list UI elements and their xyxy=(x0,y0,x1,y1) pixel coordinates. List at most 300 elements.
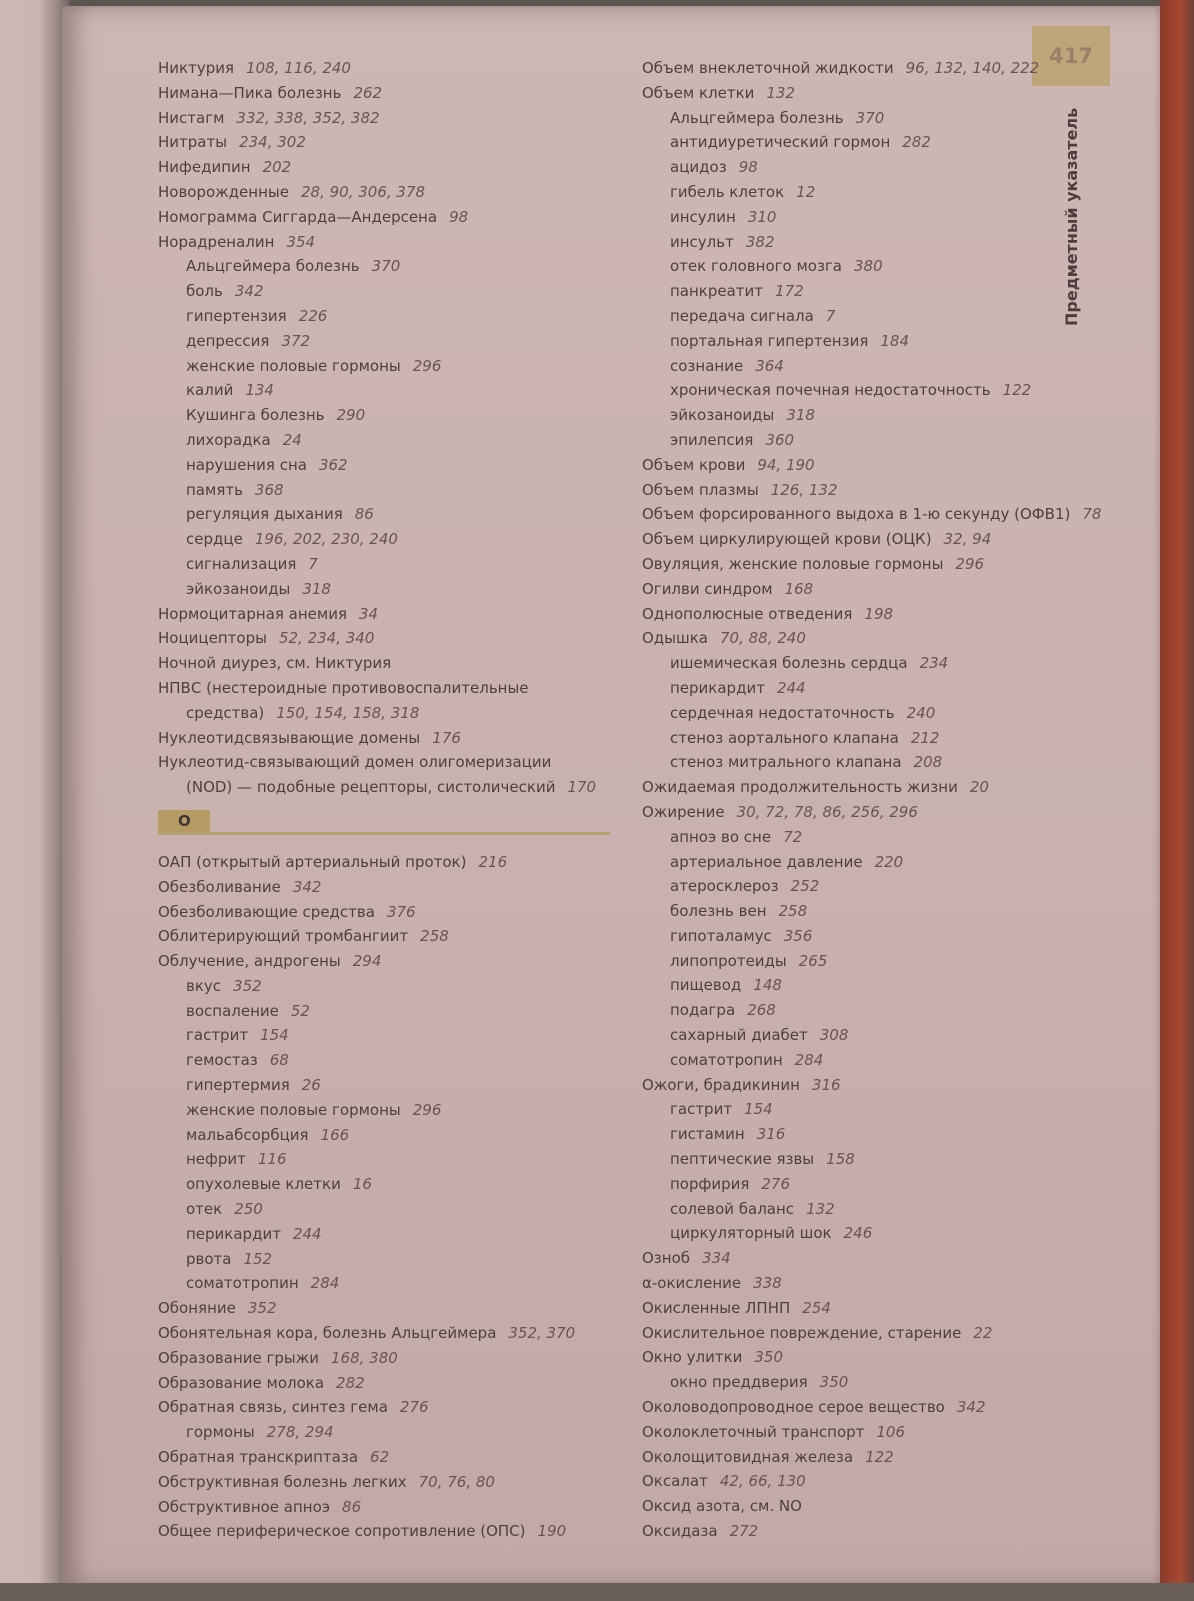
index-page-refs: 106 xyxy=(876,1422,906,1441)
index-entry xyxy=(158,106,618,131)
index-page-refs: 132 xyxy=(806,1199,835,1218)
index-entry xyxy=(158,1098,618,1123)
index-entry xyxy=(642,81,1102,106)
index-entry xyxy=(642,254,1102,279)
index-term: воспаление xyxy=(186,1001,279,1020)
index-term: Никтурия xyxy=(158,59,234,77)
index-term: передача сигнала xyxy=(670,306,814,325)
index-entry xyxy=(642,726,1102,751)
index-entry xyxy=(642,1197,1102,1222)
index-entry xyxy=(642,527,1102,552)
index-entry xyxy=(158,651,618,676)
index-entry xyxy=(642,998,1102,1023)
index-term: Объем форсированного выдоха в 1-ю секунду (ОФВ1) xyxy=(642,505,1071,524)
index-page-refs: 70, 76, 80 xyxy=(418,1472,495,1491)
index-page-refs: 265 xyxy=(798,951,828,970)
index-term: перикардит xyxy=(670,678,765,697)
index-entry xyxy=(158,1172,618,1197)
index-page-refs: 342 xyxy=(234,282,264,301)
index-page-refs: 234, 302 xyxy=(239,133,306,152)
index-page-refs: 262 xyxy=(353,83,383,102)
index-page-refs: 26 xyxy=(301,1076,321,1095)
index-entry xyxy=(642,874,1102,899)
index-term: соматотропин xyxy=(670,1050,783,1069)
index-page-refs: 150, 154, 158, 318 xyxy=(276,703,420,722)
index-term: Нормоцитарная анемия xyxy=(158,604,347,623)
index-page-refs: 252 xyxy=(790,877,820,896)
index-page-refs: 16 xyxy=(352,1175,372,1194)
index-term: Ожоги, брадикинин xyxy=(642,1075,800,1094)
index-page-refs: 152 xyxy=(243,1249,273,1268)
index-page-refs: 352, 370 xyxy=(508,1324,576,1343)
index-page-refs: 244 xyxy=(292,1224,322,1243)
index-entry xyxy=(158,949,618,974)
index-entry xyxy=(642,1494,1102,1519)
book-cover-edge xyxy=(1160,0,1194,1601)
index-page-refs: 62 xyxy=(370,1448,390,1467)
index-term: стеноз митрального клапана xyxy=(670,753,902,772)
index-entry xyxy=(642,1271,1102,1296)
index-page-refs: 98 xyxy=(738,158,758,177)
index-term: окно преддверия xyxy=(670,1373,808,1392)
index-entry xyxy=(642,1147,1102,1172)
index-page-refs: 166 xyxy=(320,1125,350,1144)
index-term: Нистагм xyxy=(158,108,225,127)
index-entry xyxy=(158,502,618,527)
index-term: Норадреналин xyxy=(158,232,275,251)
index-term: гастрит xyxy=(186,1026,249,1045)
index-entry xyxy=(158,900,618,925)
index-entry xyxy=(158,775,618,800)
index-entry xyxy=(642,973,1102,998)
index-entry xyxy=(642,1023,1102,1048)
index-term: гипертензия xyxy=(186,306,287,325)
index-page-refs: 148 xyxy=(753,976,782,995)
index-page-refs: 332, 338, 352, 382 xyxy=(236,108,380,127)
index-term: Нитраты xyxy=(158,133,228,152)
index-term: портальная гипертензия xyxy=(670,331,869,350)
index-term: Овуляция, женские половые гормоны xyxy=(642,554,944,573)
index-page-refs: 246 xyxy=(843,1224,873,1243)
index-page-refs: 296 xyxy=(955,554,985,573)
index-page-refs: 318 xyxy=(302,579,331,598)
index-page-refs: 116 xyxy=(257,1150,287,1169)
index-term: женские половые гормоны xyxy=(186,356,401,375)
index-entry xyxy=(158,602,618,627)
index-term: (NOD) — подобные рецепторы, систолический xyxy=(186,778,556,797)
index-term: Номограмма Сиггарда—Андерсена xyxy=(158,207,438,226)
index-page-refs: 28, 90, 306, 378 xyxy=(300,182,426,201)
index-term: калий xyxy=(186,381,234,400)
index-entry xyxy=(642,626,1102,651)
index-page-refs: 168 xyxy=(784,579,814,598)
index-term: Альцгеймера болезнь xyxy=(186,257,360,276)
index-page-refs: 352 xyxy=(233,976,262,995)
index-page-refs: 382 xyxy=(745,232,775,251)
index-page-refs: 70, 88, 240 xyxy=(720,629,806,648)
index-term: Обратная связь, синтез гема xyxy=(158,1398,388,1417)
index-entry xyxy=(158,329,618,354)
index-term: депрессия xyxy=(186,331,270,350)
page-number: 417 xyxy=(1032,26,1110,86)
index-entry xyxy=(642,1172,1102,1197)
right-column xyxy=(642,56,1102,1544)
index-page-refs: 370 xyxy=(855,108,885,127)
index-term: женские половые гормоны xyxy=(186,1100,401,1119)
index-entry xyxy=(642,1445,1102,1470)
index-entry xyxy=(642,478,1102,503)
index-term: нарушения сна xyxy=(186,455,307,474)
index-page-refs: 96, 132, 140, 222 xyxy=(905,59,1040,77)
index-page-refs: 134 xyxy=(245,381,274,400)
index-page-refs: 184 xyxy=(880,331,910,350)
index-term: Образование молока xyxy=(158,1373,325,1392)
index-entry xyxy=(642,1321,1102,1346)
index-term: солевой баланс xyxy=(670,1199,795,1218)
index-term: Нимана—Пика болезнь xyxy=(158,83,342,102)
index-term: артериальное давление xyxy=(670,852,863,871)
index-page-refs: 308 xyxy=(819,1026,849,1045)
index-page-refs: 350 xyxy=(819,1373,849,1392)
index-term: Обоняние xyxy=(158,1299,236,1318)
index-term: память xyxy=(186,480,243,499)
index-entry xyxy=(158,180,618,205)
index-page-refs: 52, 234, 340 xyxy=(278,629,375,648)
index-entry xyxy=(158,924,618,949)
index-entry xyxy=(158,130,618,155)
index-entry xyxy=(158,850,618,875)
index-term: пищевод xyxy=(670,976,742,995)
index-entry xyxy=(158,155,618,180)
index-term: Одышка xyxy=(642,629,708,648)
index-term: Околоклеточный транспорт xyxy=(642,1422,865,1441)
index-entry xyxy=(642,1246,1102,1271)
index-entry xyxy=(158,750,618,775)
index-term: Облитерирующий тромбангиит xyxy=(158,927,409,946)
index-term: α-окисление xyxy=(642,1274,742,1293)
index-entry xyxy=(642,1345,1102,1370)
index-term: апноэ во сне xyxy=(670,827,772,846)
index-page-refs: 7 xyxy=(308,554,318,573)
index-page-refs: 284 xyxy=(310,1274,340,1293)
index-term: Окисленные ЛПНП xyxy=(642,1298,791,1317)
index-page-refs: 172 xyxy=(775,282,804,301)
index-page-refs: 208 xyxy=(913,753,943,772)
index-entry xyxy=(158,1371,618,1396)
index-entry xyxy=(158,1197,618,1222)
index-page-refs: 24 xyxy=(282,430,302,449)
index-entry xyxy=(158,378,618,403)
index-entry xyxy=(642,180,1102,205)
index-entry xyxy=(642,230,1102,255)
index-entry xyxy=(158,1048,618,1073)
index-term: сердце xyxy=(186,530,243,549)
index-entry xyxy=(158,453,618,478)
index-term: Объем циркулирующей крови (ОЦК) xyxy=(642,530,932,549)
index-term: атеросклероз xyxy=(670,877,779,896)
index-entry xyxy=(642,1519,1102,1544)
index-entry xyxy=(642,651,1102,676)
index-page-refs: 86 xyxy=(342,1497,362,1516)
index-term: Окно улитки xyxy=(642,1348,743,1367)
index-entry xyxy=(642,949,1102,974)
index-term: перикардит xyxy=(186,1224,281,1243)
side-label-text: Предметный указатель xyxy=(1062,107,1081,326)
index-term: Новорожденные xyxy=(158,182,289,201)
index-entry xyxy=(158,701,618,726)
index-entry xyxy=(158,1470,618,1495)
index-page-refs: 244 xyxy=(776,678,806,697)
index-term: Ноцицепторы xyxy=(158,629,267,648)
index-term: циркуляторный шок xyxy=(670,1224,832,1243)
index-entry xyxy=(158,428,618,453)
index-term: отек xyxy=(186,1200,223,1219)
index-page-refs: 258 xyxy=(420,927,449,946)
index-term: Обструктивное апноэ xyxy=(158,1497,331,1516)
index-page-refs: 250 xyxy=(234,1200,263,1219)
index-page-refs: 356 xyxy=(783,926,813,945)
index-page-refs: 176 xyxy=(432,728,461,747)
index-page-refs: 30, 72, 78, 86, 256, 296 xyxy=(736,802,918,821)
index-term: соматотропин xyxy=(186,1274,299,1293)
index-entry xyxy=(642,56,1102,81)
left-column xyxy=(158,56,618,1544)
index-term: хроническая почечная недостаточность xyxy=(670,381,991,400)
index-page-refs: 376 xyxy=(386,902,416,921)
index-page-refs: 212 xyxy=(910,728,940,747)
index-entry xyxy=(642,106,1102,131)
index-entry xyxy=(158,254,618,279)
index-entry xyxy=(642,899,1102,924)
index-page xyxy=(62,6,1162,1586)
index-page-refs: 370 xyxy=(371,257,401,276)
index-term: Объем крови xyxy=(642,455,746,474)
index-page-refs: 198 xyxy=(864,604,894,623)
index-page-refs: 72 xyxy=(783,827,803,846)
index-term: Объем внеклеточной жидкости xyxy=(642,59,894,77)
index-entry xyxy=(158,205,618,230)
index-entry xyxy=(158,1445,618,1470)
index-page-refs: 290 xyxy=(336,406,366,425)
index-entry xyxy=(158,626,618,651)
index-entry xyxy=(158,1395,618,1420)
index-term: отек головного мозга xyxy=(670,257,842,276)
index-page-refs: 342 xyxy=(292,877,322,896)
index-term: Обезболивание xyxy=(158,877,281,896)
index-term: сознание xyxy=(670,356,744,375)
index-page-refs: 122 xyxy=(1002,381,1032,400)
index-entry xyxy=(642,775,1102,800)
index-page-refs: 350 xyxy=(754,1348,784,1367)
index-entry xyxy=(642,130,1102,155)
index-entry xyxy=(158,304,618,329)
index-page-refs: 362 xyxy=(318,455,348,474)
index-entry xyxy=(158,1123,618,1148)
index-term: Обратная транскриптаза xyxy=(158,1448,359,1467)
table-surface xyxy=(0,1583,1194,1601)
index-entry xyxy=(642,552,1102,577)
index-term: регуляция дыхания xyxy=(186,505,343,524)
index-page-refs: 52 xyxy=(290,1001,310,1020)
index-term: сигнализация xyxy=(186,554,297,573)
index-term: Оксидаза xyxy=(642,1522,718,1541)
index-entry xyxy=(642,577,1102,602)
index-term: ацидоз xyxy=(670,158,727,177)
index-entry xyxy=(158,478,618,503)
index-entry xyxy=(158,403,618,428)
index-term: Окислительное повреждение, старение xyxy=(642,1323,962,1342)
index-page-refs: 158 xyxy=(826,1150,855,1169)
index-entry xyxy=(158,552,618,577)
index-entry xyxy=(158,875,618,900)
index-term: гипертермия xyxy=(186,1076,290,1095)
index-entry xyxy=(642,453,1102,478)
index-term: Околощитовидная железа xyxy=(642,1447,854,1466)
index-entry xyxy=(642,701,1102,726)
index-entry xyxy=(158,354,618,379)
index-page-refs: 368 xyxy=(254,480,284,499)
index-term: Озноб xyxy=(642,1249,691,1268)
index-term: антидиуретический гормон xyxy=(670,133,891,152)
index-term: вкус xyxy=(186,976,222,995)
index-entry xyxy=(642,155,1102,180)
index-entry xyxy=(158,230,618,255)
index-term: Общее периферическое сопротивление (ОПС) xyxy=(158,1522,526,1541)
index-term: инсулин xyxy=(670,207,736,226)
index-page-refs: 360 xyxy=(765,430,795,449)
section-rule xyxy=(158,832,610,835)
index-entry xyxy=(642,1395,1102,1420)
index-page-refs: 318 xyxy=(786,406,815,425)
index-term: НПВС (нестероидные противовоспалительные xyxy=(158,678,529,697)
index-entry xyxy=(642,924,1102,949)
index-page-refs: 352 xyxy=(247,1299,277,1318)
index-page-refs: 276 xyxy=(761,1174,791,1193)
index-term: болезнь вен xyxy=(670,902,767,921)
index-page-refs: 12 xyxy=(796,182,816,201)
index-term: рвота xyxy=(186,1249,232,1268)
index-entry xyxy=(158,1296,618,1321)
index-term: Оксалат xyxy=(642,1472,708,1491)
index-entry xyxy=(642,304,1102,329)
index-term: Нуклеотидсвязывающие домены xyxy=(158,728,421,747)
index-term: Обезболивающие средства xyxy=(158,902,375,921)
index-term: пептические язвы xyxy=(670,1150,815,1169)
index-entry xyxy=(158,1247,618,1272)
index-term: порфирия xyxy=(670,1174,750,1193)
index-entry xyxy=(642,502,1102,527)
index-term: Нифедипин xyxy=(158,158,251,177)
index-term: панкреатит xyxy=(670,282,764,301)
index-entry xyxy=(642,354,1102,379)
index-page-refs: 278, 294 xyxy=(266,1423,334,1442)
index-page-refs: 34 xyxy=(359,604,379,623)
index-page-refs: 354 xyxy=(286,232,316,251)
index-term: липопротеиды xyxy=(670,951,787,970)
index-page-refs: 154 xyxy=(744,1100,773,1119)
index-page-refs: 122 xyxy=(865,1447,894,1466)
index-entry xyxy=(158,726,618,751)
index-entry xyxy=(642,1073,1102,1098)
index-page-refs: 226 xyxy=(298,306,328,325)
index-entry xyxy=(642,1097,1102,1122)
index-page-refs: 32, 94 xyxy=(943,530,992,549)
index-page-refs: 258 xyxy=(778,902,808,921)
index-page-refs: 316 xyxy=(756,1125,786,1144)
index-entry xyxy=(158,1519,618,1544)
index-term: Нуклеотид-связывающий домен олигомеризации xyxy=(158,753,552,772)
index-term: Облучение, андрогены xyxy=(158,952,341,971)
index-page-refs: 216 xyxy=(478,852,508,871)
index-term: Околоводопроводное серое вещество xyxy=(642,1398,945,1417)
index-entry xyxy=(642,428,1102,453)
index-entry xyxy=(158,1495,618,1520)
index-page-refs: 294 xyxy=(352,952,382,971)
index-page-refs: 372 xyxy=(281,331,311,350)
index-term: подагра xyxy=(670,1001,736,1020)
index-entry xyxy=(158,1023,618,1048)
index-entry xyxy=(642,205,1102,230)
index-entry xyxy=(642,750,1102,775)
section-header-o xyxy=(158,810,618,836)
index-term: сахарный диабет xyxy=(670,1026,808,1045)
index-page-refs: 7 xyxy=(825,306,836,325)
index-term: нефрит xyxy=(186,1150,246,1169)
index-term: сердечная недостаточность xyxy=(670,703,895,722)
index-page-refs: 342 xyxy=(956,1398,986,1417)
index-entry xyxy=(158,81,618,106)
index-entry xyxy=(642,1469,1102,1494)
index-page-refs: 126, 132 xyxy=(770,480,838,499)
index-term: Огилви синдром xyxy=(642,579,773,598)
index-term: Обструктивная болезнь легких xyxy=(158,1472,407,1491)
index-term: средства) xyxy=(186,703,265,722)
index-entry xyxy=(642,1420,1102,1445)
index-entry xyxy=(642,378,1102,403)
index-term: Ночной диурез, см. Никтурия xyxy=(158,654,392,673)
index-page-refs: 202 xyxy=(262,158,292,177)
index-entry xyxy=(642,279,1102,304)
index-entry xyxy=(158,279,618,304)
index-term: гормоны xyxy=(186,1423,255,1442)
index-page-refs: 364 xyxy=(755,356,784,375)
index-page-refs: 310 xyxy=(747,207,777,226)
index-term: Образование грыжи xyxy=(158,1348,320,1367)
index-term: ОАП (открытый артериальный проток) xyxy=(158,852,467,871)
index-page-refs: 282 xyxy=(902,133,931,152)
index-page-refs: 276 xyxy=(399,1398,429,1417)
index-page-refs: 316 xyxy=(811,1075,841,1094)
index-page-refs: 154 xyxy=(260,1026,289,1045)
index-page-refs: 22 xyxy=(973,1323,993,1342)
index-entry xyxy=(158,1222,618,1247)
index-term: гибель клеток xyxy=(670,182,785,201)
index-entry xyxy=(642,1122,1102,1147)
index-entry xyxy=(158,577,618,602)
index-term: Альцгеймера болезнь xyxy=(670,108,844,127)
index-page-refs: 220 xyxy=(874,852,904,871)
index-list-n xyxy=(158,56,618,800)
index-entry xyxy=(642,403,1102,428)
index-entry xyxy=(158,1346,618,1371)
index-page-refs: 190 xyxy=(537,1522,567,1541)
index-list-o xyxy=(158,850,618,1544)
index-page-refs: 338 xyxy=(753,1274,782,1293)
index-page-refs: 108, 116, 240 xyxy=(246,59,351,77)
index-page-refs: 98 xyxy=(449,207,469,226)
facing-page-edge xyxy=(0,0,70,1601)
index-page-refs: 78 xyxy=(1082,505,1102,524)
